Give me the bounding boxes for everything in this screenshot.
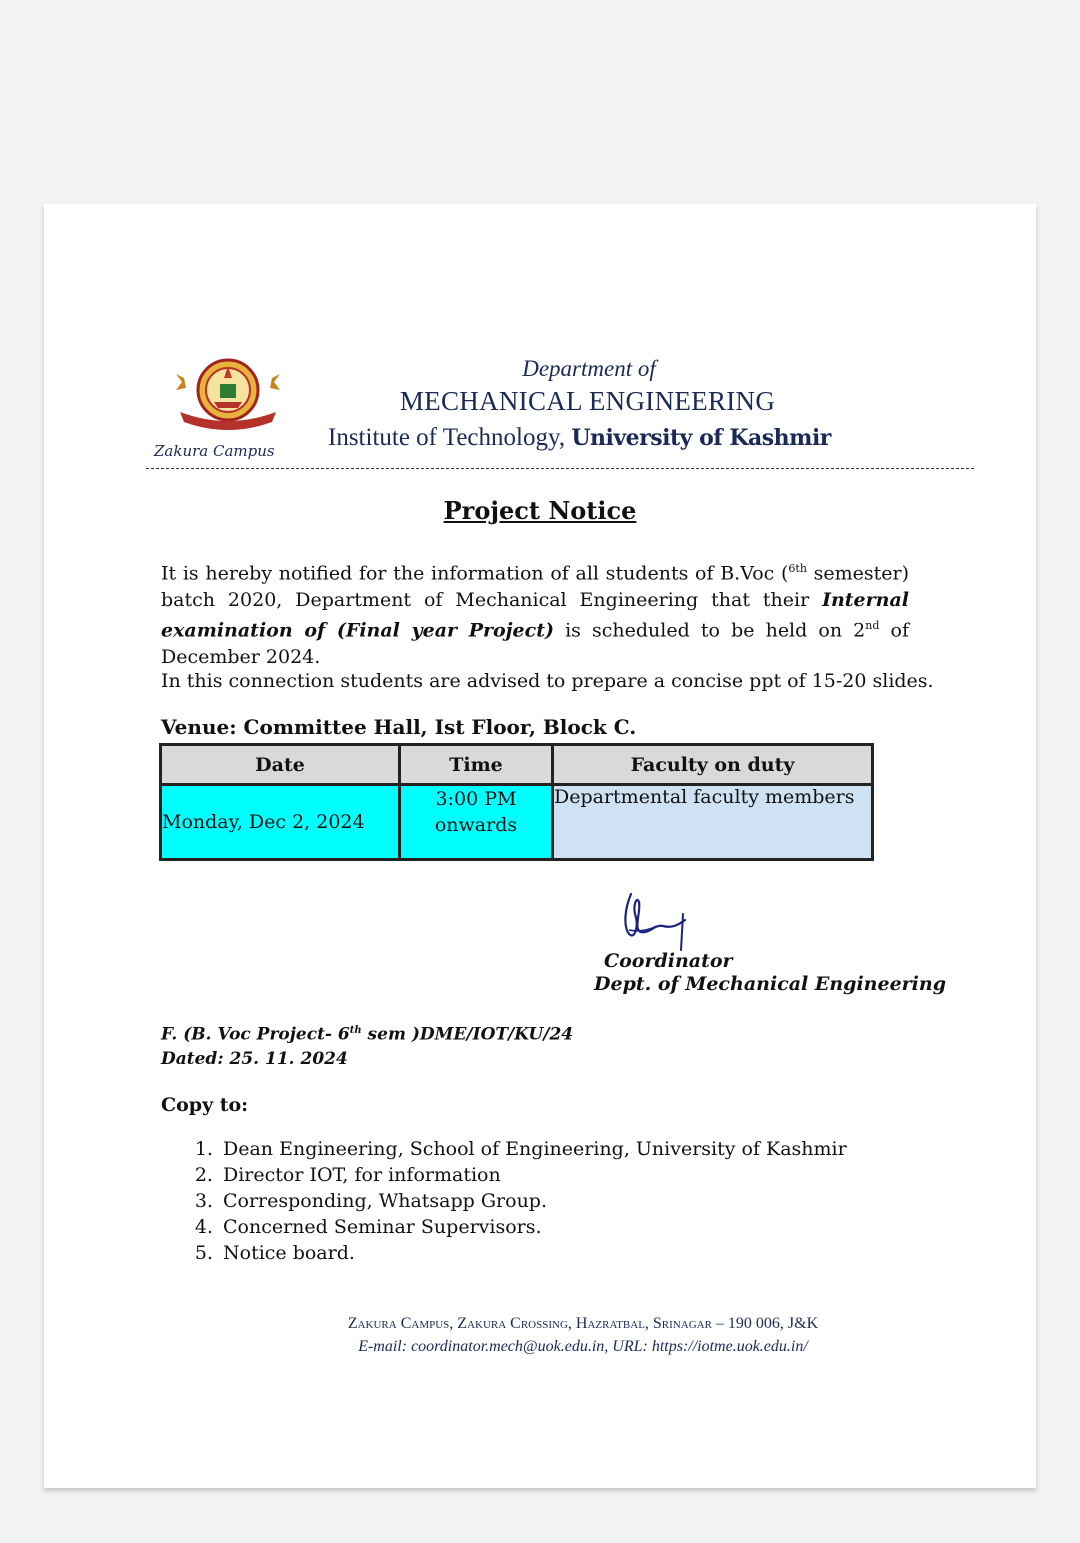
footer-contact: E-mail: coordinator.mech@uok.edu.in, URL: https://iotme.uok.edu.in/ bbox=[358, 1338, 808, 1355]
schedule-table bbox=[159, 743, 874, 861]
university-name: University of Kashmir bbox=[571, 425, 831, 451]
header-faculty: Faculty on duty bbox=[553, 745, 873, 785]
para-text-4: of December 2024. bbox=[161, 619, 909, 669]
list-item: 2. Director IOT, for information bbox=[219, 1162, 847, 1188]
header-date: Date bbox=[161, 745, 400, 785]
notice-paragraph bbox=[161, 556, 909, 671]
notice-paragraph-2: In this connection students are advised to prepare a concise ppt of 15-20 slides. bbox=[161, 670, 934, 692]
header-divider bbox=[146, 468, 974, 469]
department-name: MECHANICAL ENGINEERING bbox=[399, 386, 776, 416]
time-line-2: onwards bbox=[434, 814, 518, 836]
signatory-title: Coordinator bbox=[604, 950, 733, 972]
time-line-1: 3:00 PM bbox=[435, 788, 517, 810]
signatory-dept: Dept. of Mechanical Engineering bbox=[594, 973, 946, 995]
list-item: 1. Dean Engineering, School of Engineering, University of Kashmir bbox=[219, 1136, 847, 1162]
copy-to-label: Copy to: bbox=[161, 1094, 249, 1116]
para-text-2: semester) batch 2020, Department of Mechanical Engineering that their bbox=[161, 562, 910, 611]
table-header-row bbox=[161, 745, 873, 785]
copy-to-list bbox=[161, 1136, 847, 1266]
dated: Dated: 25. 11. 2024 bbox=[161, 1048, 348, 1069]
file-ref-text-2: sem )DME/IOT/KU/24 bbox=[361, 1024, 574, 1045]
cell-time bbox=[400, 785, 553, 860]
para-emphasis: Internal examination of (Final year Project) bbox=[161, 588, 909, 642]
logo-text: UNIVERSITY OF KASHMIR bbox=[194, 461, 265, 467]
file-reference bbox=[161, 1019, 573, 1047]
notice-title: Project Notice bbox=[443, 496, 637, 525]
campus-label: Zakura Campus bbox=[154, 442, 275, 460]
notice-page bbox=[44, 204, 1036, 1488]
list-item: 3. Corresponding, Whatsapp Group. bbox=[219, 1188, 847, 1214]
cell-date: Monday, Dec 2, 2024 bbox=[161, 785, 400, 860]
reference-block bbox=[161, 1019, 573, 1071]
venue: Venue: Committee Hall, Ist Floor, Block C. bbox=[161, 715, 637, 739]
table-row bbox=[161, 785, 873, 860]
cell-faculty: Departmental faculty members bbox=[553, 785, 873, 860]
para-text-3: is scheduled to be held on 2 bbox=[553, 619, 866, 642]
department-of: Department of bbox=[522, 356, 656, 381]
header-time: Time bbox=[400, 745, 553, 785]
footer-address: Zakura Campus, Zakura Crossing, Hazratbal, Srinagar – 190 006, J&K bbox=[347, 1315, 819, 1332]
institute-name: Institute of Technology, bbox=[328, 424, 566, 451]
list-item: 5. Notice board. bbox=[219, 1240, 847, 1266]
file-ref-sup: th bbox=[349, 1025, 362, 1036]
para-sup-2: nd bbox=[865, 619, 880, 633]
para-sup-1: 6th bbox=[788, 562, 807, 575]
signature bbox=[619, 886, 709, 956]
list-item: 4. Concerned Seminar Supervisors. bbox=[219, 1214, 847, 1240]
file-ref-text-1: F. (B. Voc Project- 6 bbox=[161, 1024, 350, 1045]
para-text-1: It is hereby notified for the information of all students of B.Voc ( bbox=[161, 562, 789, 585]
institute-line bbox=[328, 424, 831, 452]
